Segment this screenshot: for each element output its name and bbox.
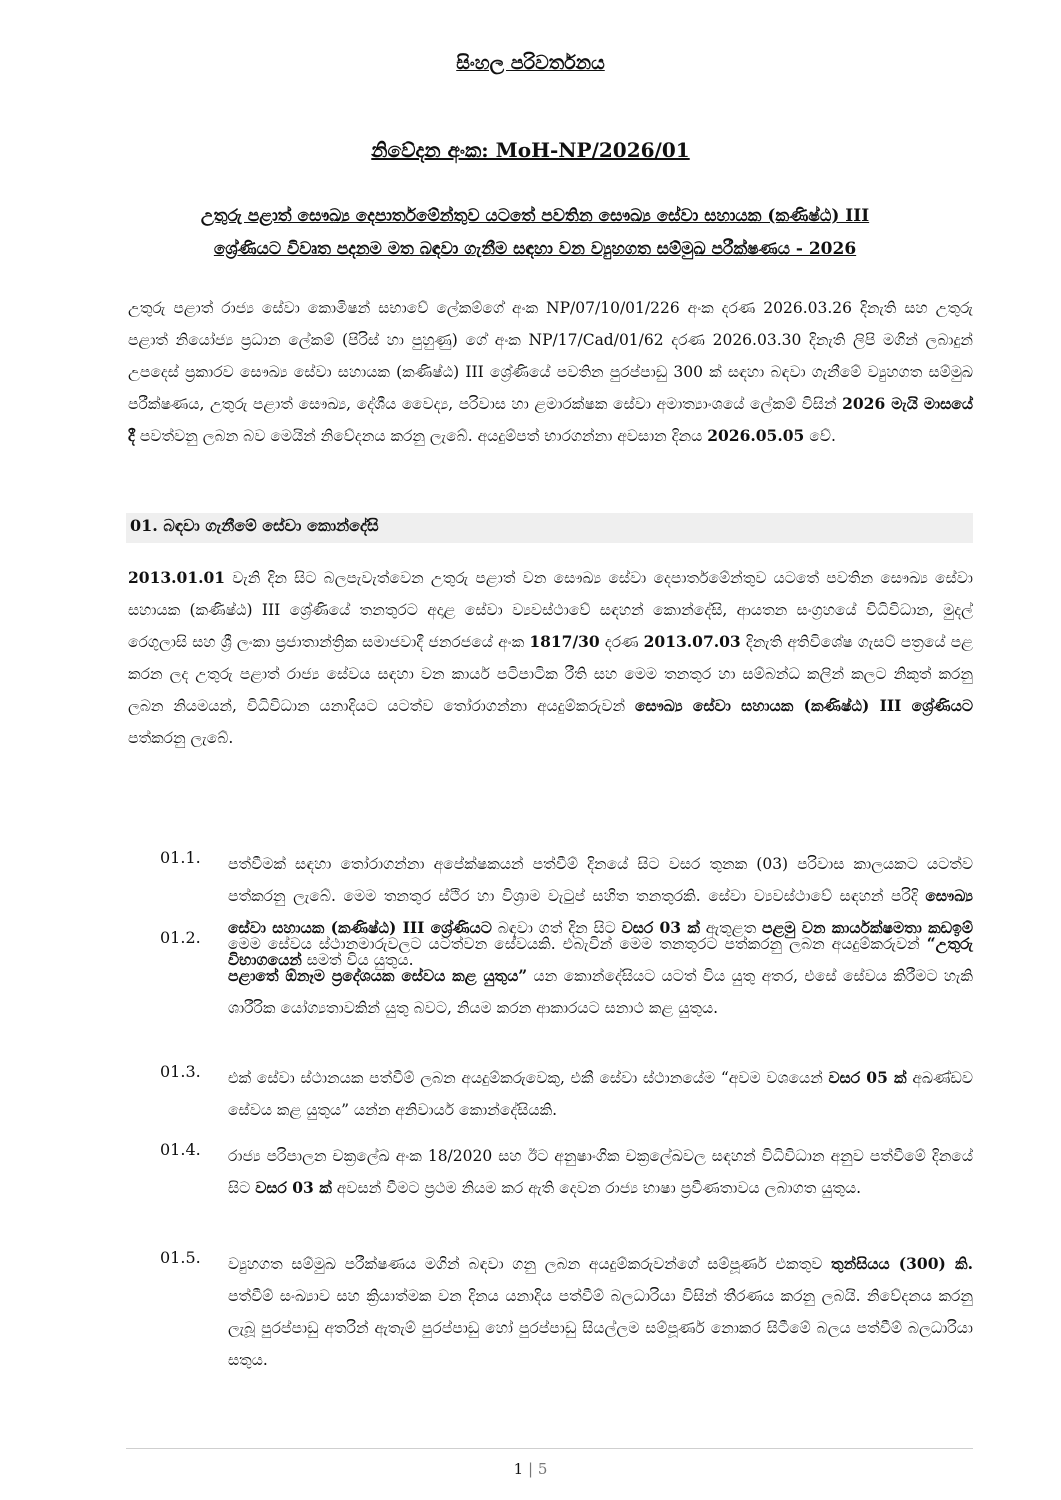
item-text: මෙම සේවය ස්ථානමාරුවලට යටත්වන සේවයකි. එබැවින් මෙම තනතුරට පත්කරනු ලබන අයදුම්කරුවන් “උතුරු පළාතේ ඕනෑම ප්‍රදේශයක සේවය කළ යුතුය” යන කොන්දේසියට යටත් විය යුතු අතර, එසේ සේවය කිරීමට හැකි ශාරීරික යෝග්‍යතාවකින් යුතු බවට, නියම කරන ආකාරයට සනාථ කළ යුතුය. bbox=[228, 934, 973, 1017]
item-text: එක් සේවා ස්ථානයක පත්වීම් ලබන අයදුම්කරුවෙකු, එකී සේවා ස්ථානයේම “අවම වශයෙන් වසර 05 ක් අඛණ්ඩව සේවය කළ යුතුය” යන්න අනිවාර්ය කොන්දේසියකි. bbox=[228, 1068, 973, 1119]
heading-line-2: ශ්‍රේණියට විවෘත පදනම මත බඳවා ගැනීම සඳහා වන ව්‍යුහගත සම්මුඛ පරීක්ෂණය - 2026 bbox=[213, 239, 857, 259]
item-text: පත්වීමක් සඳහා තෝරාගන්නා අපේක්ෂකයන් පත්වීම් දිනයේ සිට වසර තුනක (03) පරිවාස කාලයකට යටත්ව පත්කරනු ලැබේ. මෙම තනතුර ස්ථිර හා විශ්‍රාම වැටුප් සහිත තනතුරකි. සේවා ව්‍යවස්ථාවේ සඳහන් පරිදි සෞඛ්‍ය සේවා සහායක (කණිෂ්ඨ) III ශ්‍රේණියට බඳවා ගත් දින සිට වසර 03 ක් ඇතුළත පළමු වන කාර්යක්ෂමතා කඩඉම් විභාගයෙන් සමත් විය යුතුය. bbox=[228, 855, 974, 969]
document-heading bbox=[130, 200, 940, 266]
footer-divider bbox=[126, 1448, 973, 1449]
section-1-paragraph: 2013.01.01 වැනි දින සිට බලපැවැත්වෙන උතුරු පළාත් වන සෞඛ්‍ය සේවා දෙපාර්තමේන්තුව යටතේ පවතින සෞඛ්‍ය සේවා සහායක (කණිෂ්ඨ) III ශ්‍රේණියේ තනතුරට අදාළ සේවා ව්‍යවස්ථාවේ සඳහන් කොන්දේසි, ආයතන සංග්‍රහයේ විධිවිධාන, මුදල් රෙගුලාසි සහ ශ්‍රී ලංකා ප්‍රජාතාන්ත්‍රික සමාජවාදී ජනරජයේ අංක 1817/30 දරණ 2013.07.03 දිනැති අතිවිශේෂ ගැසට් පත්‍රයේ පළ කරන ලද උතුරු පළාත් රාජ්‍ය සේවය සඳහා වන කාර්ය පටිපාටික රීති සහ මෙම තනතුර හා සම්බන්ධ කලින් කලට නිකුත් කරනු ලබන නියමයන්, විධිවිධාන යනාදියට යටත්ව තෝරාගන්නා අයදුම්කරුවන් සෞඛ්‍ය සේවා සහායක (කණිෂ්ඨ) III ශ්‍රේණියට පත්කරනු ලැබේ. bbox=[128, 568, 973, 747]
item-text: රාජ්‍ය පරිපාලන චක්‍රලේඛ අංක 18/2020 සහ ඊට අනුෂාංගික චක්‍රලේඛවල සඳහන් විධිවිධාන අනුව පත්වීමේ දිනයේ සිට වසර 03 ක් අවසන් වීමට ප්‍රථම නියම කර ඇති දෙවන රාජ්‍ය භාෂා ප්‍රවීණතාවය ලබාගත යුතුය. bbox=[228, 1147, 973, 1197]
heading-line-1: උතුරු පළාත් සෞඛ්‍ය දෙපාර්තමේන්තුව යටතේ පවතින සෞඛ්‍ය සේවා සහායක (කණිෂ්ඨ) III bbox=[200, 206, 870, 226]
notice-number: නිවේදන අංක: MoH-NP/2026/01 bbox=[371, 138, 690, 162]
page-number: 1 | 5 bbox=[513, 1460, 548, 1478]
item-number: 01.2. bbox=[160, 928, 201, 947]
item-number: 01.1. bbox=[160, 848, 201, 867]
intro-paragraph: උතුරු පළාත් රාජ්‍ය සේවා කොමිෂන් සභාවේ ලේකම්ගේ අංක NP/07/10/01/226 අංක දරණ 2026.03.26 දිනැති සහ උතුරු පළාත් නියෝජ්‍ය ප්‍රධාන ලේකම් (පිරිස් හා පුහුණු) ගේ අංක NP/17/Cad/01/62 දරණ 2026.03.30 දිනැති ලිපි මගින් ලබාදුන් උපදෙස් ප්‍රකාරව සෞඛ්‍ය සේවා සහායක (කණිෂ්ඨ) III ශ්‍රේණියේ පවතින පුරප්පාඩු 300 ක් සඳහා බඳවා ගැනීමේ ව්‍යුහගත සම්මුඛ පරීක්ෂණය, උතුරු පළාත් සෞඛ්‍ය, දේශීය වෛද්‍ය, පරිවාස හා ළමාරක්ෂක සේවා අමාත්‍යාංශයේ ලේකම් විසින් 2026 මැයි මාසයේ දී පවත්වනු ලබන බව මෙයින් නිවේදනය කරනු ලැබේ. අයදුම්පත් භාරගන්නා අවසාන දිනය 2026.05.05 වේ. bbox=[128, 299, 973, 445]
item-number: 01.5. bbox=[160, 1248, 201, 1267]
item-text: ව්‍යුහගත සම්මුඛ පරීක්ෂණය මගින් බඳවා ගනු ලබන අයදුම්කරුවන්ගේ සම්පූර්ණ එකතුව තුන්සියය (300) කි. පත්වීම් සංඛ්‍යාව සහ ක්‍රියාත්මක වන දිනය යනාදිය පත්වීම් බලධාරියා විසින් තීරණය කරනු ලබයි. නිවේදනය කරනු ලැබූ පුරප්පාඩු අතරින් ඇතැම් පුරප්පාඩු හෝ පුරප්පාඩු සියල්ලම සම්පූර්ණ නොකර සිටීමේ බලය පත්වීම් බලධාරියා සතුය. bbox=[228, 1254, 973, 1369]
item-number: 01.4. bbox=[160, 1140, 201, 1159]
item-number: 01.3. bbox=[160, 1062, 201, 1081]
translation-label: සිංහල පරිවර්තනය bbox=[456, 52, 605, 74]
section-1-title: 01. බඳවා ගැනීමේ සේවා කොන්දේසි bbox=[130, 516, 379, 535]
